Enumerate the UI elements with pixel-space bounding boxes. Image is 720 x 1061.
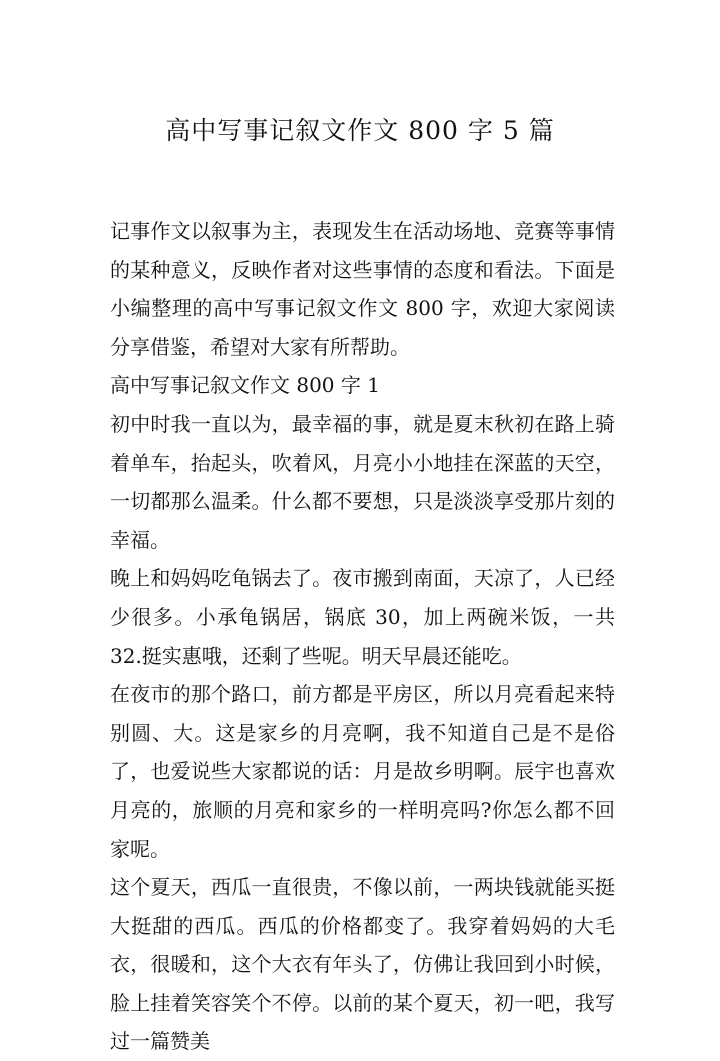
body-paragraph: 初中时我一直以为，最幸福的事，就是夏末秋初在路上骑着单车，抬起头，吹着风，月亮小小地挂在深蓝的天空，一切都那么温柔。什么都不要想，只是淡淡享受那片刻的幸福。 xyxy=(110,411,615,552)
document-title: 高中写事记叙文作文 800 字 5 篇 xyxy=(165,116,555,145)
section-heading: 高中写事记叙文作文 800 字 1 xyxy=(110,373,380,398)
document-body xyxy=(110,212,615,1061)
body-paragraph: 在夜市的那个路口，前方都是平房区，所以月亮看起来特别圆、大。这是家乡的月亮啊，我不知道自己是不是俗了，也爱说些大家都说的话：月是故乡明啊。辰宇也喜欢月亮的，旅顺的月亮和家乡的一样明亮吗?你怎么都不回家呢。 xyxy=(110,682,615,861)
body-paragraph: 晚上和妈妈吃龟锅去了。夜市搬到南面，天凉了，人已经少很多。小承龟锅居，锅底 30，加上两碗米饭，一共 32.挺实惠哦，还剩了些呢。明天早晨还能吃。 xyxy=(110,566,615,668)
body-paragraph: 这个夏天，西瓜一直很贵，不像以前，一两块钱就能买挺大挺甜的西瓜。西瓜的价格都变了。我穿着妈妈的大毛衣，很暖和，这个大衣有年头了，仿佛让我回到小时候，脸上挂着笑容笑个不停。以前的某个夏天，初一吧，我写过一篇赞美 xyxy=(110,875,615,1054)
intro-paragraph: 记事作文以叙事为主，表现发生在活动场地、竞赛等事情的某种意义，反映作者对这些事情的态度和看法。下面是小编整理的高中写事记叙文作文 800 字，欢迎大家阅读分享借鉴，希望对大家有所帮助。 xyxy=(110,219,615,359)
